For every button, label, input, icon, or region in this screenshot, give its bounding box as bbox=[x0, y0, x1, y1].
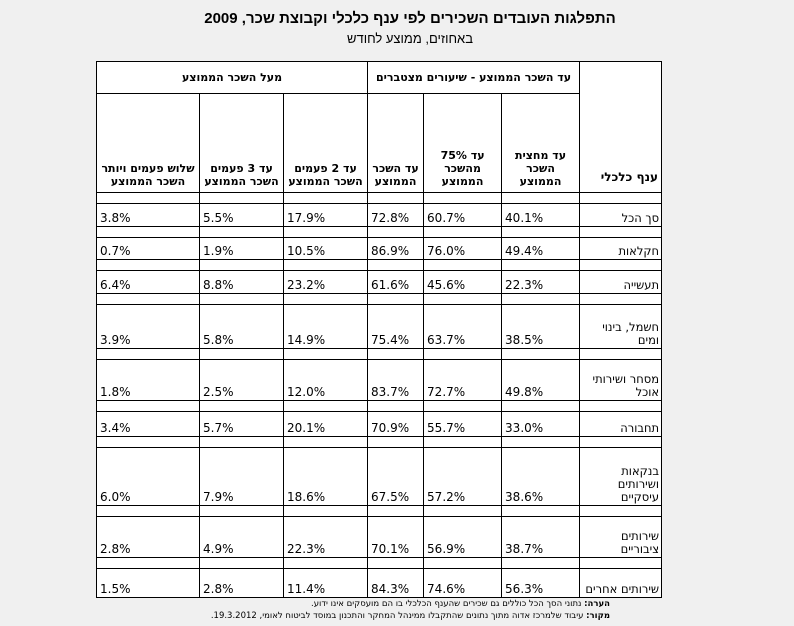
value-cell: 3.8% bbox=[97, 204, 200, 227]
table-row bbox=[97, 412, 662, 437]
value-cell: 17.9% bbox=[284, 204, 368, 227]
spacer-row bbox=[97, 558, 662, 569]
value-cell: 49.8% bbox=[502, 360, 580, 401]
value-cell: 22.3% bbox=[502, 271, 580, 294]
spacer-cell bbox=[97, 558, 200, 569]
spacer-row bbox=[97, 506, 662, 517]
spacer-row bbox=[97, 260, 662, 271]
value-cell: 1.9% bbox=[200, 238, 284, 260]
spacer-cell bbox=[284, 193, 368, 204]
value-cell: 7.9% bbox=[200, 448, 284, 506]
value-cell: 10.5% bbox=[284, 238, 368, 260]
spacer-cell bbox=[200, 437, 284, 448]
spacer-cell bbox=[502, 437, 580, 448]
value-cell: 38.7% bbox=[502, 517, 580, 558]
branch-cell: חקלאות bbox=[580, 238, 662, 260]
spacer-row bbox=[97, 401, 662, 412]
value-cell: 67.5% bbox=[368, 448, 424, 506]
spacer-cell bbox=[368, 506, 424, 517]
spacer-row bbox=[97, 193, 662, 204]
spacer-cell bbox=[368, 437, 424, 448]
spacer-cell bbox=[200, 558, 284, 569]
value-cell: 4.9% bbox=[200, 517, 284, 558]
spacer-cell bbox=[97, 260, 200, 271]
spacer-cell bbox=[284, 294, 368, 305]
spacer-row bbox=[97, 227, 662, 238]
value-cell: 2.5% bbox=[200, 360, 284, 401]
spacer-cell bbox=[200, 227, 284, 238]
value-cell: 14.9% bbox=[284, 305, 368, 349]
spacer-cell bbox=[200, 294, 284, 305]
value-cell: 56.3% bbox=[502, 569, 580, 598]
spacer-cell bbox=[97, 294, 200, 305]
spacer-cell bbox=[97, 506, 200, 517]
value-cell: 38.6% bbox=[502, 448, 580, 506]
value-cell: 20.1% bbox=[284, 412, 368, 437]
spacer-cell bbox=[284, 401, 368, 412]
spacer-cell bbox=[502, 401, 580, 412]
note-line bbox=[160, 598, 610, 610]
column-header: שלוש פעמים ויותר השכר הממוצע bbox=[97, 94, 200, 193]
value-cell: 70.1% bbox=[368, 517, 424, 558]
branch-cell: בנקאות ושירותים עיסקיים bbox=[580, 448, 662, 506]
value-cell: 72.8% bbox=[368, 204, 424, 227]
value-cell: 23.2% bbox=[284, 271, 368, 294]
value-cell: 2.8% bbox=[200, 569, 284, 598]
spacer-cell bbox=[502, 260, 580, 271]
value-cell: 74.6% bbox=[424, 569, 502, 598]
column-header: עד מחצית השכר הממוצע bbox=[502, 94, 580, 193]
column-header: עד השכר הממוצע bbox=[368, 94, 424, 193]
spacer-cell bbox=[580, 401, 662, 412]
spacer-cell bbox=[368, 193, 424, 204]
spacer-cell bbox=[97, 349, 200, 360]
spacer-cell bbox=[97, 437, 200, 448]
value-cell: 70.9% bbox=[368, 412, 424, 437]
value-cell: 84.3% bbox=[368, 569, 424, 598]
table-row bbox=[97, 238, 662, 260]
value-cell: 86.9% bbox=[368, 238, 424, 260]
value-cell: 1.8% bbox=[97, 360, 200, 401]
footnotes bbox=[160, 598, 610, 622]
spacer-cell bbox=[424, 437, 502, 448]
spacer-cell bbox=[368, 558, 424, 569]
spacer-cell bbox=[502, 558, 580, 569]
table-subtitle: באחוזים, ממוצע לחודש bbox=[347, 31, 473, 46]
spacer-cell bbox=[200, 506, 284, 517]
spacer-cell bbox=[424, 294, 502, 305]
branch-cell: שירותים ציבוריים bbox=[580, 517, 662, 558]
spacer-cell bbox=[284, 349, 368, 360]
spacer-cell bbox=[97, 227, 200, 238]
spacer-cell bbox=[502, 506, 580, 517]
value-cell: 75.4% bbox=[368, 305, 424, 349]
branch-cell: סך הכל bbox=[580, 204, 662, 227]
value-cell: 49.4% bbox=[502, 238, 580, 260]
spacer-cell bbox=[502, 294, 580, 305]
value-cell: 6.0% bbox=[97, 448, 200, 506]
value-cell: 40.1% bbox=[502, 204, 580, 227]
spacer-cell bbox=[580, 294, 662, 305]
value-cell: 1.5% bbox=[97, 569, 200, 598]
source-label: מקור: bbox=[586, 611, 610, 621]
value-cell: 5.5% bbox=[200, 204, 284, 227]
value-cell: 5.7% bbox=[200, 412, 284, 437]
spacer-cell bbox=[580, 349, 662, 360]
branch-cell: תחבורה bbox=[580, 412, 662, 437]
spacer-cell bbox=[580, 260, 662, 271]
spacer-cell bbox=[368, 401, 424, 412]
value-cell: 18.6% bbox=[284, 448, 368, 506]
spacer-cell bbox=[200, 401, 284, 412]
value-cell: 33.0% bbox=[502, 412, 580, 437]
spacer-cell bbox=[368, 227, 424, 238]
spacer-cell bbox=[580, 558, 662, 569]
branch-cell: חשמל, בינוי ומים bbox=[580, 305, 662, 349]
note-text: נתוני הסך הכל כוללים גם שכירים שהענף הכלכלי בו הם מועסקים אינו ידוע. bbox=[311, 599, 582, 609]
note-label: הערה: bbox=[584, 599, 610, 609]
spacer-cell bbox=[200, 260, 284, 271]
spacer-cell bbox=[284, 437, 368, 448]
spacer-cell bbox=[424, 260, 502, 271]
table-row bbox=[97, 360, 662, 401]
value-cell: 63.7% bbox=[424, 305, 502, 349]
spacer-cell bbox=[368, 260, 424, 271]
value-cell: 8.8% bbox=[200, 271, 284, 294]
spacer-cell bbox=[368, 349, 424, 360]
spacer-cell bbox=[284, 506, 368, 517]
value-cell: 2.8% bbox=[97, 517, 200, 558]
table-body bbox=[97, 193, 662, 598]
spacer-cell bbox=[424, 401, 502, 412]
column-header: עד 75% מהשכר הממוצע bbox=[424, 94, 502, 193]
spacer-cell bbox=[200, 349, 284, 360]
spacer-cell bbox=[97, 401, 200, 412]
value-cell: 45.6% bbox=[424, 271, 502, 294]
spacer-cell bbox=[502, 349, 580, 360]
spacer-cell bbox=[424, 506, 502, 517]
spacer-row bbox=[97, 437, 662, 448]
value-cell: 76.0% bbox=[424, 238, 502, 260]
spacer-row bbox=[97, 349, 662, 360]
value-cell: 3.4% bbox=[97, 412, 200, 437]
spacer-cell bbox=[580, 437, 662, 448]
group-header-cumulative: עד השכר הממוצע - שיעורים מצטברים bbox=[368, 62, 580, 94]
branch-cell: שירותים אחרים bbox=[580, 569, 662, 598]
spacer-cell bbox=[424, 193, 502, 204]
spacer-row bbox=[97, 294, 662, 305]
group-header-above-average: מעל השכר הממוצע bbox=[97, 62, 368, 94]
spacer-cell bbox=[502, 193, 580, 204]
spacer-cell bbox=[424, 558, 502, 569]
value-cell: 5.8% bbox=[200, 305, 284, 349]
value-cell: 38.5% bbox=[502, 305, 580, 349]
table-row bbox=[97, 305, 662, 349]
value-cell: 55.7% bbox=[424, 412, 502, 437]
spacer-cell bbox=[580, 227, 662, 238]
table-title: התפלגות העובדים השכירים לפי ענף כלכלי וקבוצת שכר, 2009 bbox=[204, 10, 616, 27]
value-cell: 72.7% bbox=[424, 360, 502, 401]
value-cell: 0.7% bbox=[97, 238, 200, 260]
spacer-cell bbox=[502, 227, 580, 238]
value-cell: 22.3% bbox=[284, 517, 368, 558]
table-row bbox=[97, 569, 662, 598]
value-cell: 60.7% bbox=[424, 204, 502, 227]
value-cell: 56.9% bbox=[424, 517, 502, 558]
source-line bbox=[160, 610, 610, 622]
branch-cell: מסחר ושירותי אוכל bbox=[580, 360, 662, 401]
value-cell: 3.9% bbox=[97, 305, 200, 349]
spacer-cell bbox=[368, 294, 424, 305]
wage-distribution-table bbox=[96, 61, 662, 598]
branch-column-header: ענף כלכלי bbox=[580, 62, 662, 193]
spacer-cell bbox=[424, 227, 502, 238]
value-cell: 11.4% bbox=[284, 569, 368, 598]
table-row bbox=[97, 517, 662, 558]
spacer-cell bbox=[424, 349, 502, 360]
table-row bbox=[97, 448, 662, 506]
table-row bbox=[97, 271, 662, 294]
value-cell: 12.0% bbox=[284, 360, 368, 401]
source-text: עיבוד שלמרכז אדוה מתוך נתונים שהתקבלו ממינהל המחקר והתכנון במוסד לביטוח לאומי, 19.3.2012. bbox=[210, 611, 584, 621]
table-row bbox=[97, 204, 662, 227]
spacer-cell bbox=[284, 227, 368, 238]
value-cell: 61.6% bbox=[368, 271, 424, 294]
value-cell: 6.4% bbox=[97, 271, 200, 294]
spacer-cell bbox=[284, 558, 368, 569]
spacer-cell bbox=[200, 193, 284, 204]
spacer-cell bbox=[284, 260, 368, 271]
value-cell: 83.7% bbox=[368, 360, 424, 401]
column-header: עד 2 פעמים השכר הממוצע bbox=[284, 94, 368, 193]
value-cell: 57.2% bbox=[424, 448, 502, 506]
spacer-cell bbox=[580, 193, 662, 204]
spacer-cell bbox=[97, 193, 200, 204]
branch-cell: תעשייה bbox=[580, 271, 662, 294]
column-header: עד 3 פעמים השכר הממוצע bbox=[200, 94, 284, 193]
spacer-cell bbox=[580, 506, 662, 517]
table-container bbox=[96, 61, 660, 598]
